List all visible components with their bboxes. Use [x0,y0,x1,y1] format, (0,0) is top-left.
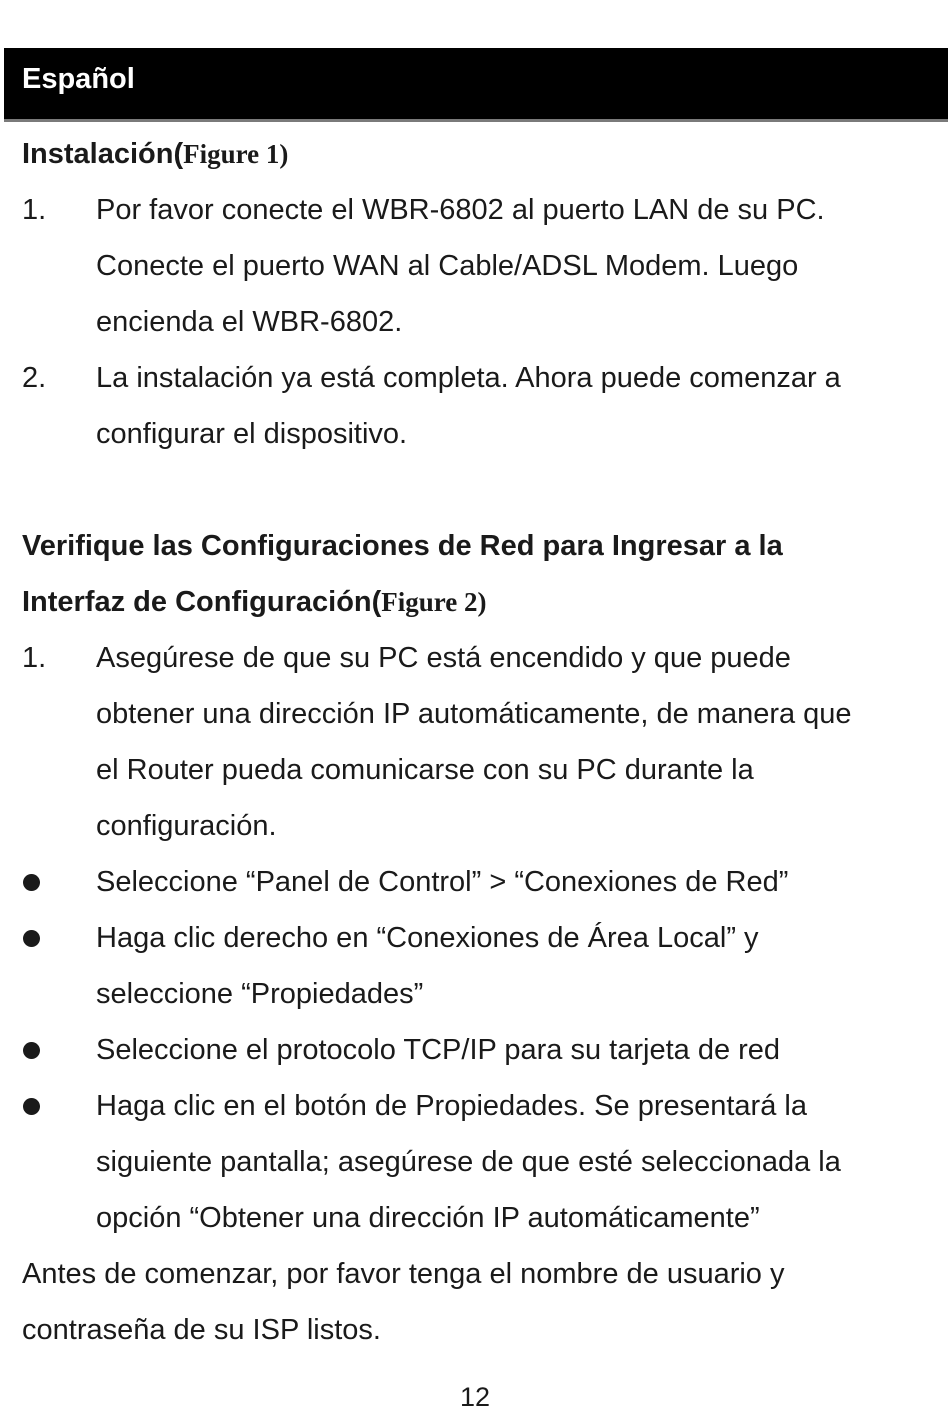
bullet-item-2 [22,910,922,966]
figure-1-close: ) [279,139,289,169]
step-text: configuración. [96,810,277,842]
network-step-1-line-3 [22,742,922,798]
section-header-bar [4,48,948,122]
installation-heading-text: Instalación( [22,138,184,170]
document-body [22,126,922,1358]
bullet-text: Seleccione “Panel de Control” > “Conexiones de Red” [96,866,789,898]
step-number: 2. [22,362,47,394]
bullet-text: Seleccione el protocolo TCP/IP para su tarjeta de red [96,1034,781,1066]
page-number: 12 [459,1382,491,1412]
install-step-2-line-1 [22,350,922,406]
bullet-item-4-continued-1 [22,1134,922,1190]
step-text: obtener una dirección IP automáticamente, de manera que [96,698,852,730]
bullet-item-2-continued [22,966,922,1022]
bullet-item-3 [22,1022,922,1078]
closing-note-text: contraseña de su ISP listos. [22,1314,381,1346]
bullet-icon [23,874,40,891]
step-text: configurar el dispositivo. [96,418,408,450]
figure-2-reference: Figure 2 [381,587,478,617]
install-step-1-line-3 [22,294,922,350]
step-text: encienda el WBR-6802. [96,306,403,338]
step-text: Asegúrese de que su PC está encendido y que puede [96,642,791,674]
network-step-1-line-2 [22,686,922,742]
bullet-icon [23,1098,40,1115]
network-step-1-line-1 [22,630,922,686]
bullet-text: Haga clic en el botón de Propiedades. Se presentará la [96,1090,807,1122]
figure-1-reference: Figure 1 [183,139,280,169]
network-settings-heading-line-1 [22,518,922,574]
install-step-2-line-2 [22,406,922,462]
section-header-title: Español [22,63,135,95]
step-text: La instalación ya está completa. Ahora puede comenzar a [96,362,841,394]
step-text: Por favor conecte el WBR-6802 al puerto LAN de su PC. [96,194,825,226]
figure-2-close: ) [477,587,487,617]
step-text: el Router pueda comunicarse con su PC durante la [96,754,754,786]
step-number: 1. [22,194,47,226]
bullet-text: seleccione “Propiedades” [96,978,424,1010]
closing-note-line-2 [22,1302,922,1358]
bullet-item-4 [22,1078,922,1134]
step-text: Conecte el puerto WAN al Cable/ADSL Modem. Luego [96,250,799,282]
install-step-1-line-2 [22,238,922,294]
bullet-item-1 [22,854,922,910]
closing-note-text: Antes de comenzar, por favor tenga el nombre de usuario y [22,1258,785,1290]
installation-heading [22,126,922,182]
network-step-1-line-4 [22,798,922,854]
bullet-text: Haga clic derecho en “Conexiones de Área Local” y [96,922,759,954]
network-settings-heading-line-2 [22,574,922,630]
bullet-item-4-continued-2 [22,1190,922,1246]
network-settings-heading-text: Interfaz de Configuración( [22,586,382,618]
install-step-1-line-1 [22,182,922,238]
bullet-text: opción “Obtener una dirección IP automáticamente” [96,1202,760,1234]
bullet-icon [23,1042,40,1059]
network-settings-heading-text: Verifique las Configuraciones de Red para Ingresar a la [22,530,783,562]
closing-note-line-1 [22,1246,922,1302]
section-spacer [22,462,922,518]
bullet-icon [23,930,40,947]
bullet-text: siguiente pantalla; asegúrese de que esté seleccionada la [96,1146,841,1178]
step-number: 1. [22,642,47,674]
